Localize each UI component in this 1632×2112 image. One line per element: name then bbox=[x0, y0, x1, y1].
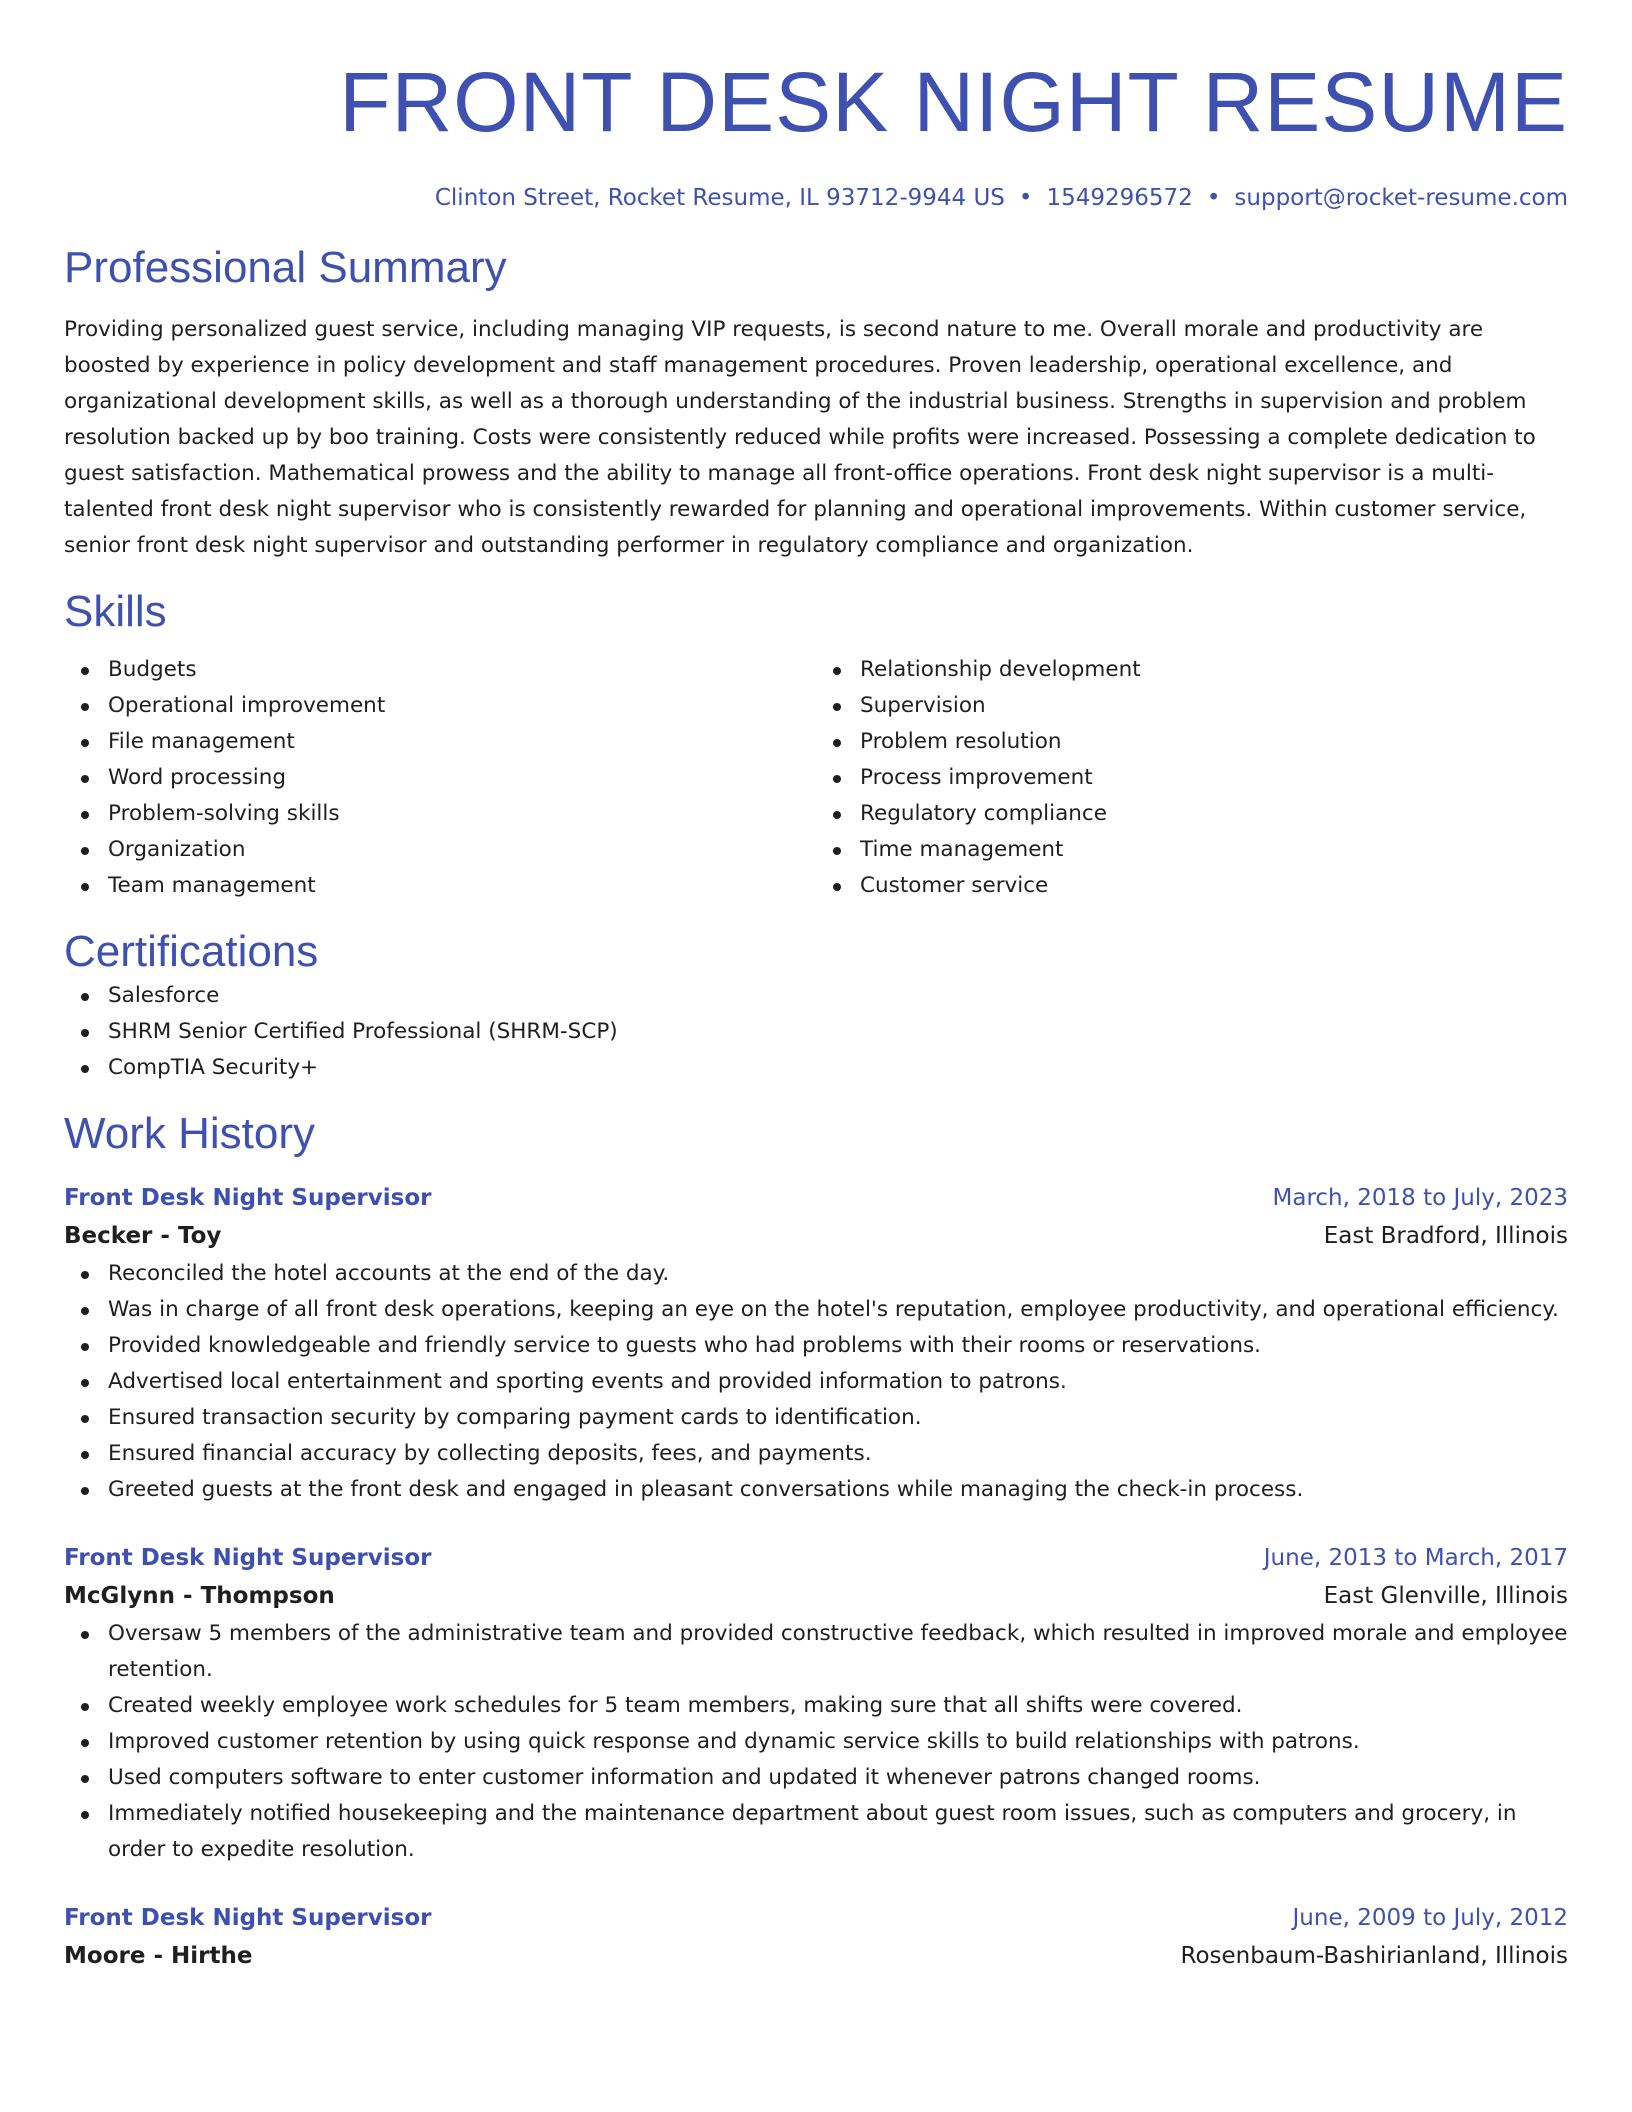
resume-name: FRONT DESK NIGHT RESUME bbox=[339, 55, 1568, 149]
contact-address: Clinton Street, Rocket Resume, IL 93712-9944 US bbox=[434, 185, 1005, 211]
job-bullet: Advertised local entertainment and sporting events and provided information to patrons. bbox=[64, 1364, 1568, 1400]
job-bullet: Was in charge of all front desk operations, keeping an eye on the hotel's reputation, employee productivity, and operational efficiency. bbox=[64, 1292, 1568, 1328]
certification-item: Salesforce bbox=[64, 978, 1568, 1014]
job-title: Front Desk Night Supervisor bbox=[64, 1545, 432, 1571]
skills-section bbox=[64, 586, 1568, 904]
work-history-heading: Work History bbox=[64, 1109, 315, 1158]
skills-grid bbox=[64, 652, 1568, 904]
skills-column-right bbox=[816, 652, 1568, 904]
skills-heading: Skills bbox=[64, 587, 167, 636]
job-company: Becker - Toy bbox=[64, 1223, 222, 1249]
skill-item: Word processing bbox=[108, 760, 816, 796]
job-dates: June, 2013 to March, 2017 bbox=[1263, 1545, 1568, 1571]
skill-item: Regulatory compliance bbox=[860, 796, 1568, 832]
summary-heading: Professional Summary bbox=[64, 243, 507, 292]
job-bullet: Used computers software to enter customer information and updated it whenever patrons changed rooms. bbox=[64, 1760, 1568, 1796]
skills-column-left bbox=[64, 652, 816, 904]
job-bullet: Oversaw 5 members of the administrative team and provided constructive feedback, which resulted in improved morale and employee retention. bbox=[64, 1616, 1568, 1688]
skill-item: Problem-solving skills bbox=[108, 796, 816, 832]
job-title-row bbox=[64, 1900, 1568, 1936]
resume-header bbox=[64, 0, 1568, 214]
job-bullets bbox=[64, 1616, 1568, 1868]
certifications-section bbox=[64, 926, 1568, 1086]
work-history-section bbox=[64, 1108, 1568, 1976]
skill-item: Budgets bbox=[108, 652, 816, 688]
contact-email: support@rocket-resume.com bbox=[1234, 185, 1568, 211]
job-dates: June, 2009 to July, 2012 bbox=[1292, 1905, 1568, 1931]
certifications-list bbox=[64, 978, 1568, 1086]
certification-item: SHRM Senior Certified Professional (SHRM-SCP) bbox=[64, 1014, 1568, 1050]
job-title: Front Desk Night Supervisor bbox=[64, 1185, 432, 1211]
job-bullet: Greeted guests at the front desk and engaged in pleasant conversations while managing the check-in process. bbox=[64, 1472, 1568, 1508]
job-entry bbox=[64, 1540, 1568, 1868]
skill-item: Operational improvement bbox=[108, 688, 816, 724]
job-company-row bbox=[64, 1216, 1568, 1256]
certification-item: CompTIA Security+ bbox=[64, 1050, 1568, 1086]
summary-section bbox=[64, 242, 1568, 564]
skill-item: Process improvement bbox=[860, 760, 1568, 796]
job-bullets bbox=[64, 1256, 1568, 1508]
job-location: Rosenbaum-Bashirianland, Illinois bbox=[1180, 1943, 1568, 1969]
job-title: Front Desk Night Supervisor bbox=[64, 1905, 432, 1931]
skill-item: Problem resolution bbox=[860, 724, 1568, 760]
job-company: Moore - Hirthe bbox=[64, 1943, 253, 1969]
job-bullet: Improved customer retention by using quick response and dynamic service skills to build relationships with patrons. bbox=[64, 1724, 1568, 1760]
job-title-row bbox=[64, 1540, 1568, 1576]
skill-item: Customer service bbox=[860, 868, 1568, 904]
skill-item: Organization bbox=[108, 832, 816, 868]
job-location: East Bradford, Illinois bbox=[1323, 1223, 1568, 1249]
certifications-heading: Certifications bbox=[64, 927, 319, 976]
job-bullet: Created weekly employee work schedules for 5 team members, making sure that all shifts were covered. bbox=[64, 1688, 1568, 1724]
job-company: McGlynn - Thompson bbox=[64, 1583, 335, 1609]
job-entry bbox=[64, 1900, 1568, 1976]
job-bullet: Immediately notified housekeeping and the maintenance department about guest room issues, such as computers and grocery, in order to expedite resolution. bbox=[64, 1796, 1568, 1868]
job-bullet: Ensured financial accuracy by collecting deposits, fees, and payments. bbox=[64, 1436, 1568, 1472]
job-entry bbox=[64, 1180, 1568, 1508]
job-location: East Glenville, Illinois bbox=[1323, 1583, 1568, 1609]
job-dates: March, 2018 to July, 2023 bbox=[1272, 1185, 1568, 1211]
skill-item: Relationship development bbox=[860, 652, 1568, 688]
skill-item: Supervision bbox=[860, 688, 1568, 724]
job-company-row bbox=[64, 1576, 1568, 1616]
job-bullet: Reconciled the hotel accounts at the end of the day. bbox=[64, 1256, 1568, 1292]
contact-separator: • bbox=[1206, 185, 1221, 211]
contact-phone: 1549296572 bbox=[1046, 185, 1193, 211]
job-bullet: Ensured transaction security by comparing payment cards to identification. bbox=[64, 1400, 1568, 1436]
summary-text: Providing personalized guest service, including managing VIP requests, is second nature to me. Overall morale and productivity are boosted by experience in policy development and staff management procedures. Proven leadership, operational excellence, and organizational development skills, as well as a thorough understanding of the industrial business. Strengths in supervision and problem resolution backed up by boo training. Costs were consistently reduced while profits were increased. Possessing a complete dedication to guest satisfaction. Mathematical prowess and the ability to manage all front-office operations. Front desk night supervisor is a multi-talented front desk night supervisor who is consistently rewarded for planning and operational improvements. Within customer service, senior front desk night supervisor and outstanding performer in regulatory compliance and organization. bbox=[64, 317, 1536, 558]
contact-separator: • bbox=[1018, 185, 1033, 211]
job-bullet: Provided knowledgeable and friendly service to guests who had problems with their rooms or reservations. bbox=[64, 1328, 1568, 1364]
skill-item: File management bbox=[108, 724, 816, 760]
skill-item: Time management bbox=[860, 832, 1568, 868]
contact-line bbox=[64, 182, 1568, 214]
skill-item: Team management bbox=[108, 868, 816, 904]
job-title-row bbox=[64, 1180, 1568, 1216]
job-company-row bbox=[64, 1936, 1568, 1976]
